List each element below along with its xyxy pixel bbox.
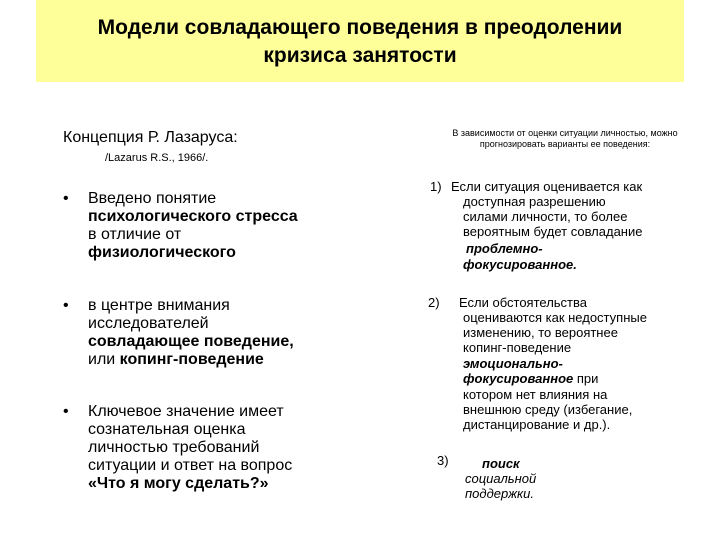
bullet-3-line: ситуации и ответ на вопрос	[88, 457, 293, 474]
bullet-1-line: Введено понятие	[88, 190, 217, 207]
item-1-line: силами личности, то более	[463, 209, 628, 224]
bullet-3-line: «Что я могу сделать?»	[88, 475, 269, 492]
bullet-dot: •	[63, 190, 69, 207]
item-1-number: 1)	[430, 179, 442, 194]
item-2-number: 2)	[428, 295, 440, 310]
item-3-number: 3)	[437, 453, 449, 468]
page-title-line-1: Модели совладающего поведения в преодолении	[97, 16, 623, 39]
page-title-line-2: кризиса занятости	[263, 44, 457, 67]
item-2-text: при	[573, 371, 599, 386]
item-2-line: котором нет влияния на	[463, 387, 608, 402]
bullet-1-line: в отличие от	[88, 226, 182, 243]
bullet-2-line: совладающее поведение,	[88, 333, 294, 350]
intro-line-2: прогнозировать варианты ее поведения:	[479, 139, 651, 149]
item-2-line	[463, 371, 598, 386]
bullet-2-line: в центре внимания	[88, 297, 230, 314]
item-3-line: социальной	[465, 471, 537, 486]
bullet-2-line	[88, 351, 294, 369]
item-1-line: Если ситуация оценивается как	[451, 179, 643, 194]
title-banner	[36, 0, 684, 82]
concept-heading: Концепция Р. Лазаруса:	[63, 129, 238, 146]
reference: /Lazarus R.S., 1966/.	[105, 152, 209, 164]
item-3-line: поддержки.	[465, 486, 534, 501]
item-2-line: оцениваются как недоступные	[463, 310, 647, 325]
bullet-dot: •	[63, 297, 69, 314]
item-2-line: копинг-поведение	[463, 340, 572, 355]
bullet-3-line: сознательная оценка	[88, 421, 246, 438]
item-2-emphasis: эмоционально-	[463, 356, 563, 371]
bullet-2-line: исследователей	[88, 315, 209, 332]
bullet-dot: •	[63, 403, 69, 420]
item-1-line: доступная разрешению	[463, 194, 606, 209]
bullet-3-line: личностью требований	[88, 439, 260, 456]
item-3-line: поиск	[482, 456, 520, 471]
item-1-emphasis: фокусированное.	[463, 257, 577, 272]
item-2-line: Если обстоятельства	[459, 295, 588, 310]
bullet-2-text: или	[88, 351, 120, 368]
bullet-2-bold: копинг-поведение	[119, 351, 264, 368]
bullet-1-line: психологического стресса	[88, 208, 298, 225]
item-1-line: вероятным будет совладание	[463, 224, 643, 239]
item-2-line: изменению, то вероятнее	[463, 325, 618, 340]
item-1-emphasis: проблемно-	[466, 241, 543, 256]
bullet-3-line: Ключевое значение имеет	[88, 403, 284, 420]
item-2-line: дистанцирование и др.).	[463, 417, 611, 432]
intro-line-1: В зависимости от оценки ситуации личностью, можно	[452, 128, 678, 138]
item-2-line: внешнюю среду (избегание,	[463, 402, 633, 417]
bullet-1-line: физиологического	[88, 244, 236, 261]
item-2-emphasis: фокусированное	[463, 371, 574, 386]
